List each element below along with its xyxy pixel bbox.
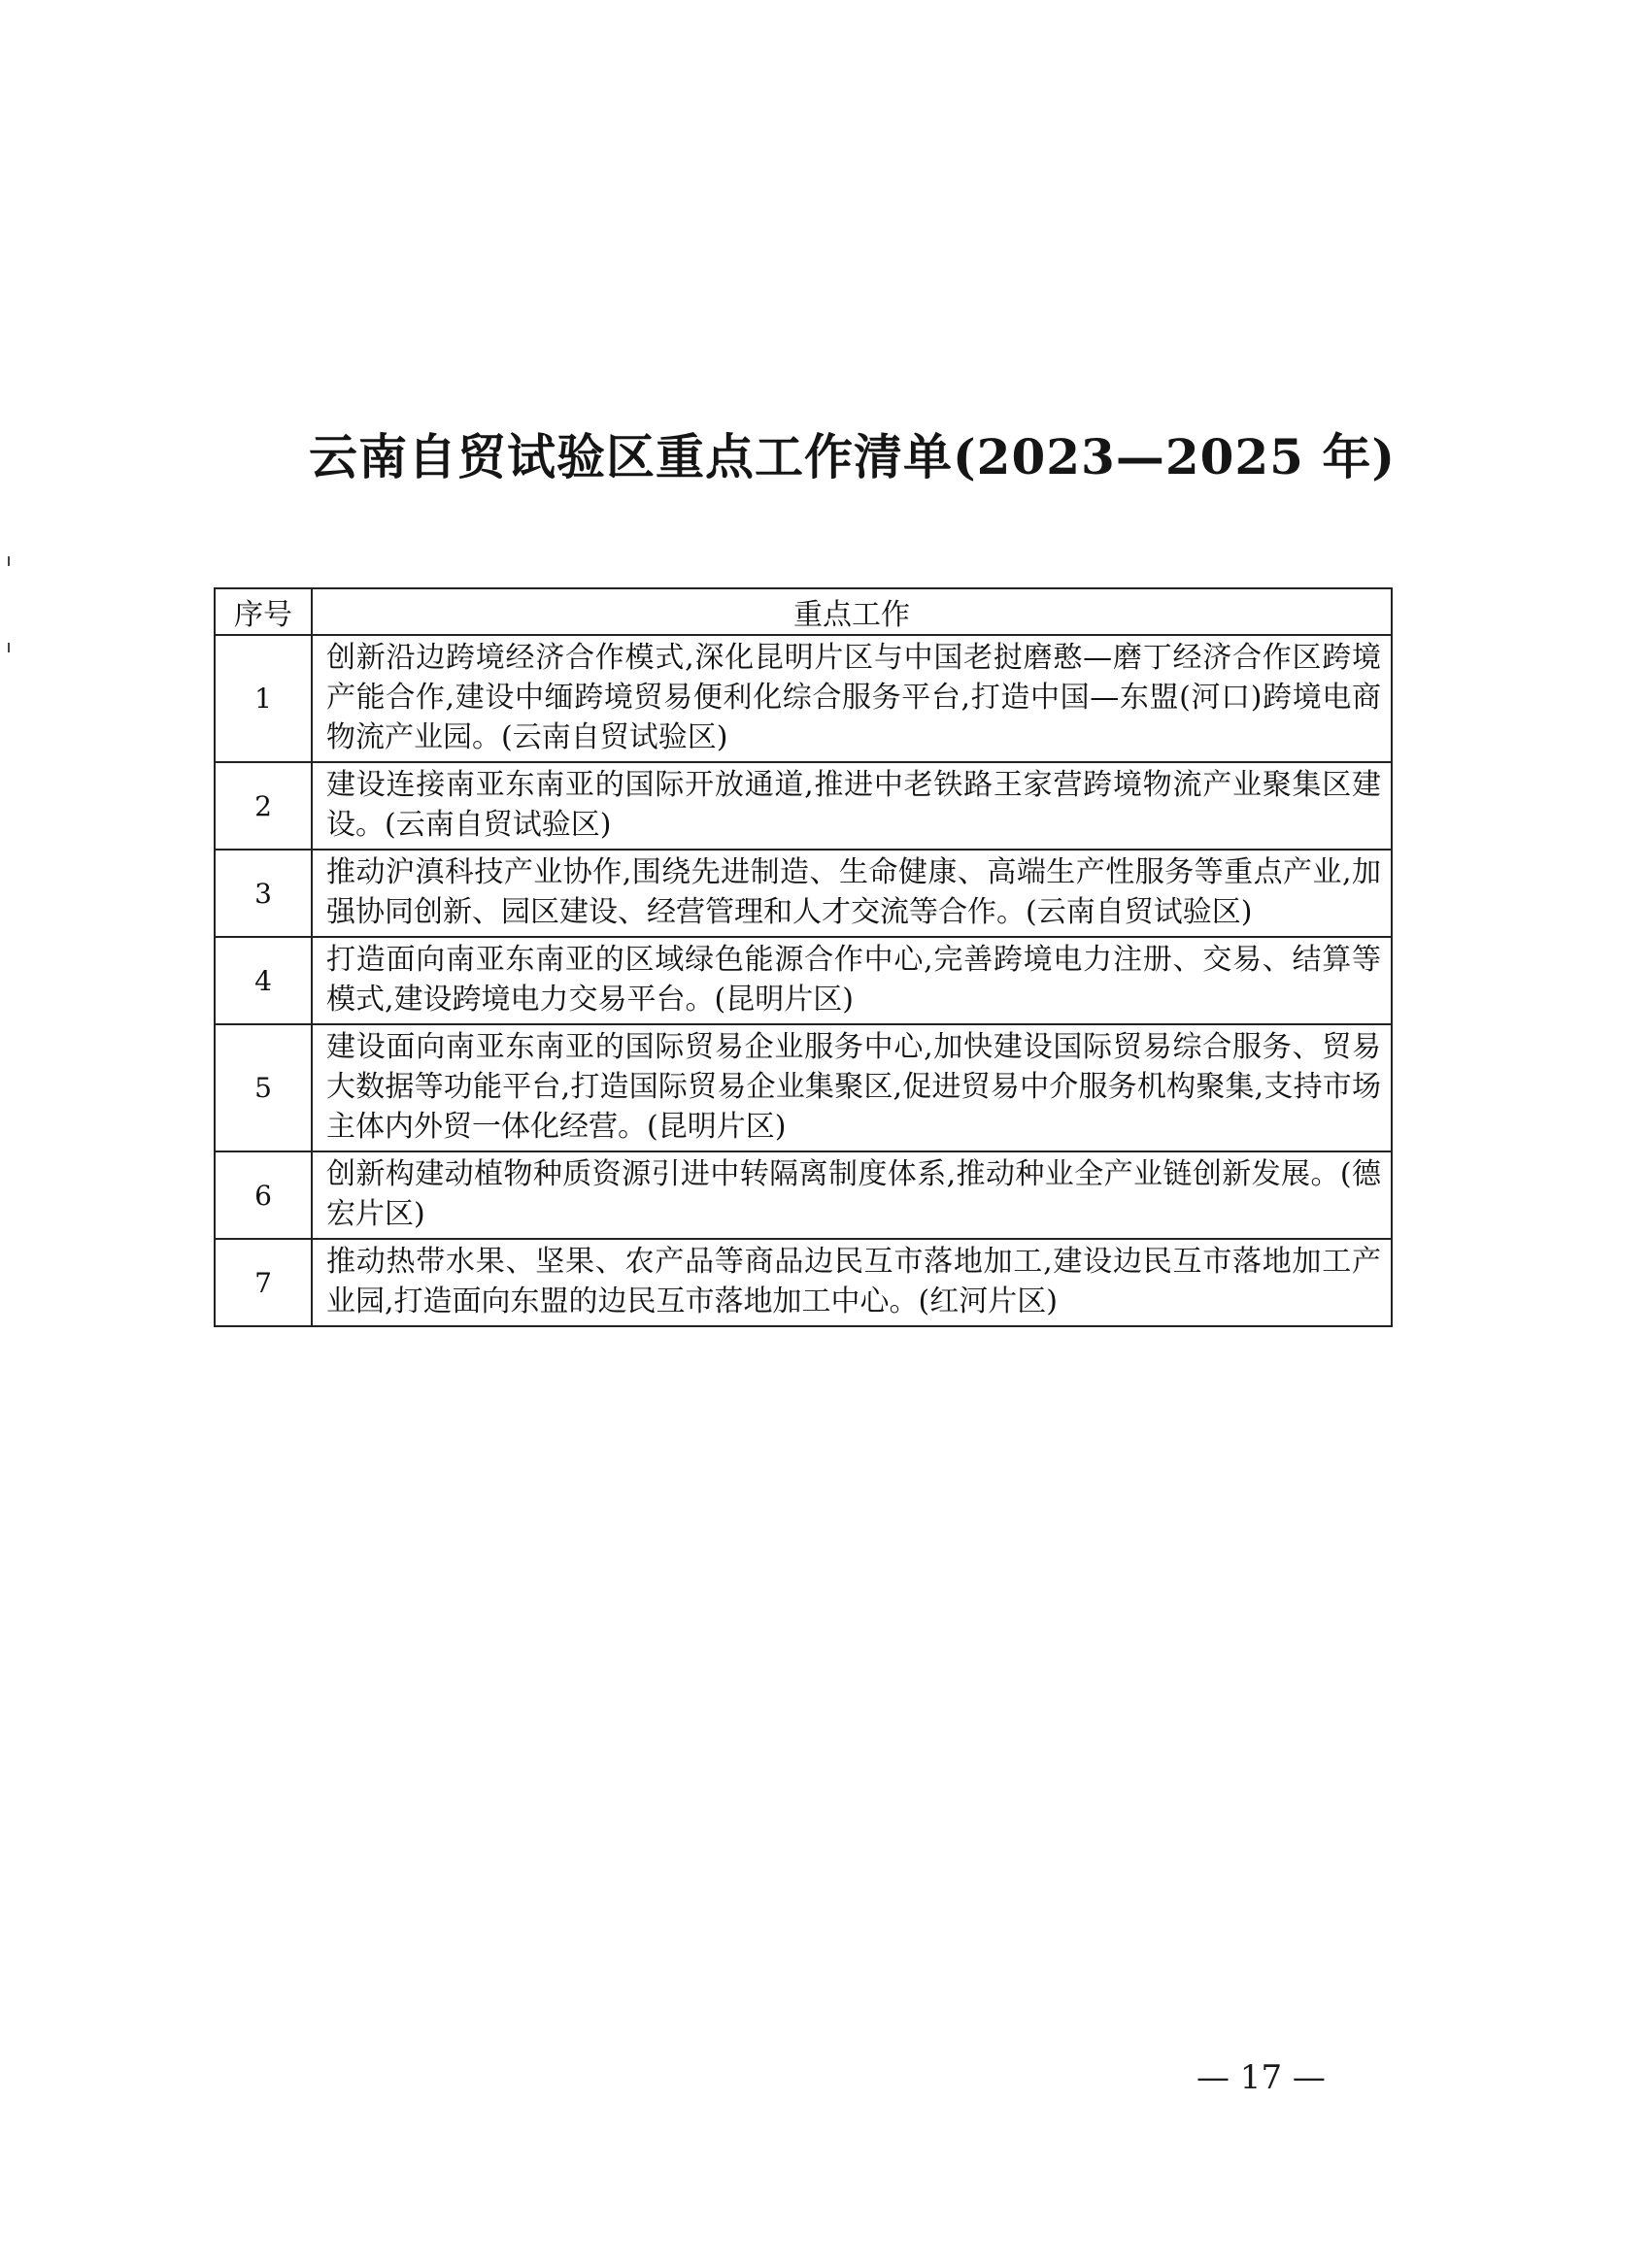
work-item: 推动热带水果、坚果、农产品等商品边民互市落地加工,建设边民互市落地加工产业园,打造面向东盟的边民互市落地加工中心。(红河片区)	[312, 1239, 1392, 1326]
work-item: 打造面向南亚东南亚的区域绿色能源合作中心,完善跨境电力注册、交易、结算等模式,建设跨境电力交易平台。(昆明片区)	[312, 937, 1392, 1024]
row-number: 3	[215, 850, 312, 937]
table-row	[215, 762, 1392, 850]
document-title: 云南自贸试验区重点工作清单(2023—2025 年)	[309, 428, 1397, 485]
table-row	[215, 1024, 1392, 1151]
row-number: 5	[215, 1024, 312, 1151]
table-row	[215, 850, 1392, 937]
key-work-table	[214, 587, 1393, 1327]
row-number: 7	[215, 1239, 312, 1326]
work-item: 建设面向南亚东南亚的国际贸易企业服务中心,加快建设国际贸易综合服务、贸易大数据等功能平台,打造国际贸易企业集聚区,促进贸易中介服务机构聚集,支持市场主体内外贸一体化经营。(昆明片区)	[312, 1024, 1392, 1151]
work-item: 创新沿边跨境经济合作模式,深化昆明片区与中国老挝磨憨—磨丁经济合作区跨境产能合作,建设中缅跨境贸易便利化综合服务平台,打造中国—东盟(河口)跨境电商物流产业园。(云南自贸试验区)	[312, 635, 1392, 762]
work-item: 创新构建动植物种质资源引进中转隔离制度体系,推动种业全产业链创新发展。(德宏片区)	[312, 1151, 1392, 1239]
key-work-table-wrapper	[214, 587, 1391, 1327]
row-number: 1	[215, 635, 312, 762]
table-row	[215, 1239, 1392, 1326]
page-number: — 17 —	[1196, 2058, 1326, 2097]
table-header-row	[215, 588, 1392, 635]
scan-mark	[8, 556, 10, 566]
row-number: 6	[215, 1151, 312, 1239]
row-number: 2	[215, 762, 312, 850]
work-item: 推动沪滇科技产业协作,围绕先进制造、生命健康、高端生产性服务等重点产业,加强协同创新、园区建设、经营管理和人才交流等合作。(云南自贸试验区)	[312, 850, 1392, 937]
number-column-header: 序号	[215, 588, 312, 635]
table-row	[215, 937, 1392, 1024]
work-column-header: 重点工作	[312, 588, 1392, 635]
row-number: 4	[215, 937, 312, 1024]
table-row	[215, 1151, 1392, 1239]
table-row	[215, 635, 1392, 762]
work-item: 建设连接南亚东南亚的国际开放通道,推进中老铁路王家营跨境物流产业聚集区建设。(云南自贸试验区)	[312, 762, 1392, 850]
scan-mark	[8, 643, 10, 652]
